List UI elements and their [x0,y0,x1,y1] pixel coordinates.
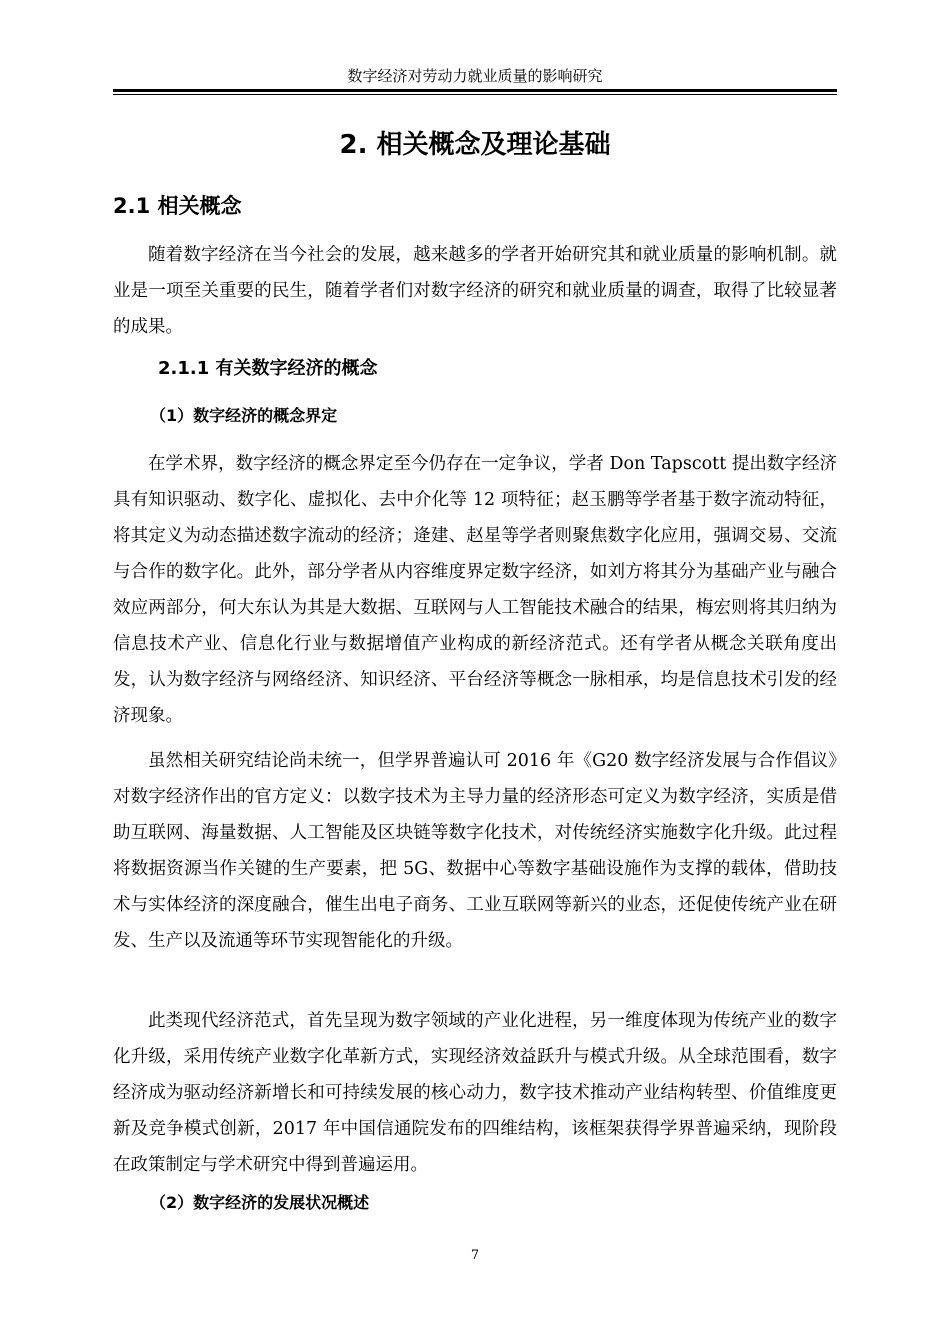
body-paragraph-3: 此类现代经济范式，首先呈现为数字领域的产业化进程，另一维度体现为传统产业的数字化升级，采用传统产业数字化革新方式，实现经济效益跃升与模式升级。从全球范围看，数字经济成为驱动经济新增长和可持续发展的核心动力，数字技术推动产业结构转型、价值维度更新及竞争模式创新，2017 年中国信通院发布的四维结构，该框架获得学界普遍采纳，现阶段在政策制定与学术研究中得到普遍运用。 [113,1011,837,1175]
running-header: 数字经济对劳动力就业质量的影响研究 [347,67,603,85]
section-title: 2.1 相关概念 [113,194,242,218]
intro-paragraph: 随着数字经济在当今社会的发展，越来越多的学者开始研究其和就业质量的影响机制。就业是一项至关重要的民生，随着学者们对数字经济的研究和就业质量的调查，取得了比较显著的成果。 [113,245,837,337]
header-rule-thin [113,94,837,95]
item-heading-1: （1）数字经济的概念界定 [150,406,338,425]
chapter-title: 2. 相关概念及理论基础 [339,130,611,160]
item-heading-2: （2）数字经济的发展状况概述 [150,1193,370,1212]
body-paragraph-1: 在学术界，数字经济的概念界定至今仍存在一定争议，学者 Don Tapscott 提出数字经济具有知识驱动、数字化、虚拟化、去中介化等 12 项特征；赵玉鹏等学者基于数字流动特征，将其定义为动态描述数字流动的经济；逄建、赵星等学者则聚焦数字化应用，强调交易、交流与合作的数字化。此外，部分学者从内容维度界定数字经济，如刘方将其分为基础产业与融合效应两部分，何大东认为其是大数据、互联网与人工智能技术融合的结果，梅宏则将其归纳为信息技术产业、信息化行业与数据增值产业构成的新经济范式。还有学者从概念关联角度出发，认为数字经济与网络经济、知识经济、平台经济等概念一脉相承，均是信息技术引发的经济现象。 [113,454,837,726]
header-rule-thick [113,89,837,92]
page-number: 7 [470,1248,480,1263]
subsection-title: 2.1.1 有关数字经济的概念 [158,358,378,379]
body-paragraph-2: 虽然相关研究结论尚未统一，但学界普遍认可 2016 年《G20 数字经济发展与合作倡议》对数字经济作出的官方定义：以数字技术为主导力量的经济形态可定义为数字经济，实质是借助互联网、海量数据、人工智能及区块链等数字化技术，对传统经济实施数字化升级。此过程将数据资源当作关键的生产要素，把 5G、数据中心等数字基础设施作为支撑的载体，借助技术与实体经济的深度融合，催生出电子商务、工业互联网等新兴的业态，还促使传统产业在研发、生产以及流通等环节实现智能化的升级。 [113,751,837,951]
